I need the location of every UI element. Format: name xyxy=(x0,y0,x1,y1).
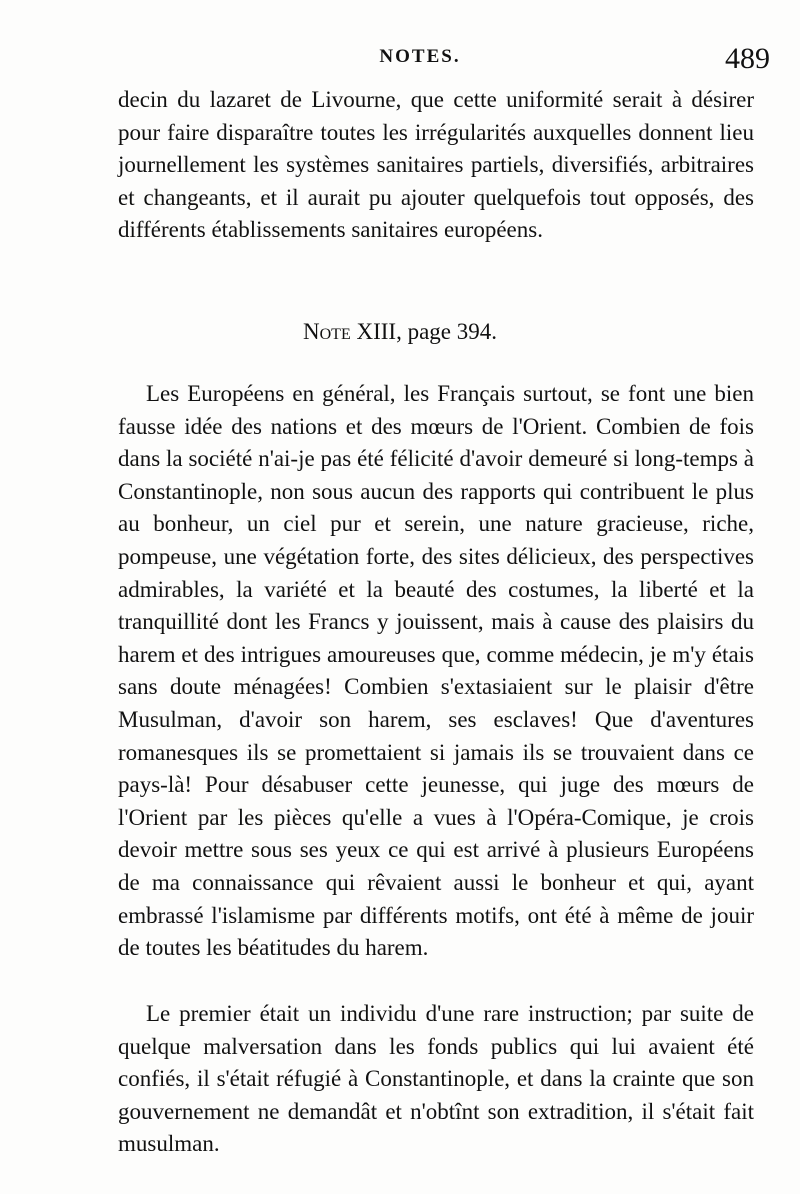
note-heading-page: , page 394. xyxy=(396,319,497,344)
paragraph-2: Le premier était un individu d'une rare instruction; par suite de quelque malversation dans les fonds publics qui lui avaient été confiés, il s'était réfugié à Constantinople, et dans la crainte que son gouvernement ne demandât et n'obtînt son extradition, il s'était fait musulman. xyxy=(118,1001,754,1157)
paragraph-1: Les Européens en général, les Français surtout, se font une bien fausse idée des nations et des mœurs de l'Orient. Combien de fois dans la société n'ai-je pas été félicité d'avoir demeuré si long-temps à Constantinople, non sous aucun des rapports qui contribuent le plus au bonheur, un ciel pur et serein, une nature gracieuse, riche, pompeuse, une végétation forte, des sites délicieux, des perspectives admirables, la variété et la beauté des costumes, la liberté et la tranquillité dont les Francs y jouissent, mais à cause des plaisirs du harem et des intrigues amoureuses que, comme médecin, je m'y étais sans doute ménagées! Combien s'extasiaient sur le plaisir d'être Musulman, d'avoir son harem, ses esclaves! Que d'aventures romanesques ils se promettaient si jamais ils se trouvaient dans ce pays-là! Pour désabuser cette jeunesse, qui juge des mœurs de l'Orient par les pièces qu'elle a vues à l'Opéra-Comique, je crois devoir mettre sous ses yeux ce qui est arrivé à plusieurs Européens de ma connaissance qui rêvaient aussi le bonheur et qui, ayant embrassé l'islamisme par différents motifs, ont été à même de jouir de toutes les béatitudes du harem. xyxy=(118,381,754,961)
note-heading xyxy=(0,316,800,348)
continued-paragraph: decin du lazaret de Livourne, que cette uniformité serait à désirer pour faire disparaître toutes les irrégularités auxquelles donnent lieu journellement les systèmes sanitaires partiels, diversifiés, arbitraires et changeants, et il aurait pu ajouter quelquefois tout opposés, des différents établissements sanitaires européens. xyxy=(118,87,754,243)
page-number: 489 xyxy=(725,42,770,75)
running-head xyxy=(0,42,800,82)
running-title: NOTES. xyxy=(379,46,461,67)
note-heading-label: Note XIII xyxy=(303,319,397,344)
